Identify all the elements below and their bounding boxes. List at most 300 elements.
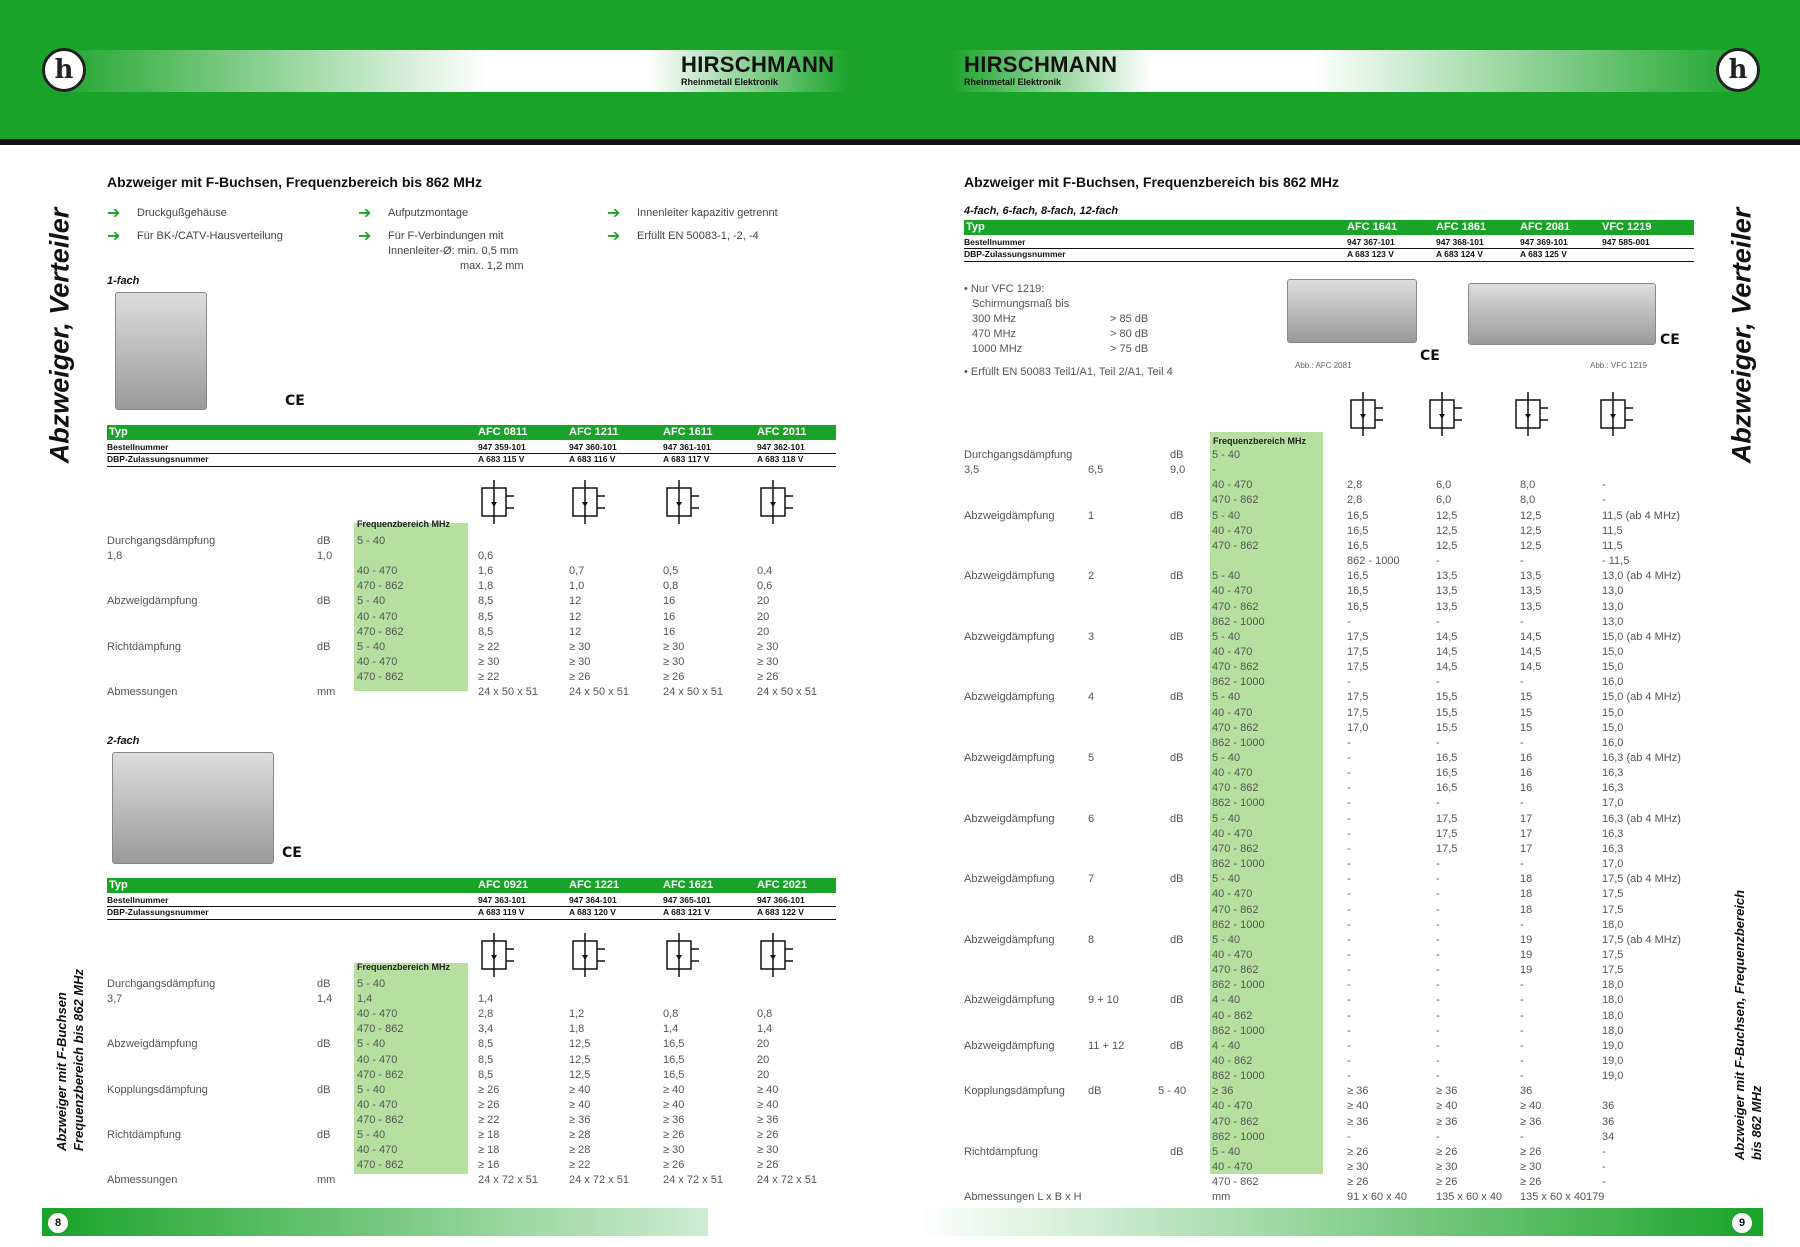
table-cell: 12,5 [1520, 539, 1542, 552]
table-cell: dB [317, 640, 331, 653]
brand-name-right: HIRSCHMANN [964, 52, 1118, 77]
table-cell: 862 - 1000 [1212, 736, 1265, 749]
table-cell: 0,6 [478, 550, 494, 563]
table-cell: 1,4 [317, 993, 333, 1006]
table-cell: Abzweigdämpfung [964, 509, 1055, 522]
table-cell: 5 - 40 [1212, 509, 1241, 522]
arrow-right-icon: ➔ [607, 226, 621, 245]
table-cell: - [1347, 994, 1351, 1007]
table-cell: 2,8 [1347, 494, 1363, 507]
table-cell: 12,5 [1520, 509, 1542, 522]
approval-number: A 683 120 V [569, 907, 616, 917]
table-cell: 16 [1520, 752, 1533, 764]
table-cell: 470 - 862 [1212, 1176, 1259, 1189]
table-cell: dB [1170, 873, 1184, 886]
table-cell: 5 - 40 [357, 1038, 386, 1051]
table-cell: Abzweigdämpfung [964, 752, 1055, 764]
table-cell: 16 [1520, 782, 1533, 795]
table-cell: 17,5 [1347, 645, 1369, 658]
table-cell: 1,8 [478, 580, 494, 593]
table-cell: ≥ 36 [1347, 1115, 1369, 1128]
table-cell: 16,5 [1436, 782, 1458, 795]
table-cell: 16,0 [1602, 736, 1624, 749]
table-cell: 40 - 470 [357, 1053, 398, 1066]
table-cell: 15,5 [1436, 706, 1458, 719]
table-cell: Kopplungsdämpfung [107, 1083, 208, 1096]
table-cell: - [1436, 964, 1440, 977]
table-cell: 91 x 60 x 40 [1347, 1191, 1407, 1204]
table-cell: 862 - 1000 [1212, 858, 1265, 871]
table-cell: 24 x 72 x 51 [663, 1174, 723, 1187]
table-cell: 13,0 [1602, 600, 1624, 613]
hirschmann-logo-icon: h [1716, 48, 1760, 92]
table-cell: ≥ 26 [478, 1098, 500, 1111]
table-cell: 1,4 [357, 993, 373, 1006]
approval-number: A 683 119 V [478, 907, 525, 917]
table-cell: 6,0 [1436, 494, 1452, 507]
table-cell: 17 [1520, 842, 1533, 855]
table-cell: 16,5 [663, 1068, 685, 1081]
table-cell: - [1602, 494, 1606, 507]
table-cell: ≥ 16 [478, 1159, 500, 1172]
table-cell: 8 [1088, 933, 1095, 946]
table-cell: - [1347, 782, 1351, 795]
table-cell: 17,5 (ab 4 MHz) [1602, 933, 1681, 946]
note-line: > 85 dB [1110, 313, 1149, 325]
table-cell: dB [1170, 812, 1184, 825]
table-cell: 470 - 862 [1212, 600, 1259, 613]
table-cell: 16,5 [663, 1038, 685, 1051]
model-name: AFC 1611 [663, 426, 713, 438]
table-cell: Richtdämpfung [964, 1145, 1038, 1158]
table-cell: 470 - 862 [357, 580, 404, 593]
table-cell: 12,5 [1520, 524, 1542, 537]
table-cell: ≥ 40 [757, 1098, 779, 1111]
table-cell: 862 - 1000 [1212, 979, 1265, 992]
table-cell: - [1520, 797, 1524, 810]
table-cell: 15,0 [1602, 706, 1624, 719]
table-cell: 470 - 862 [1212, 1115, 1259, 1128]
table-cell: 15,5 [1436, 691, 1458, 704]
table-cell: 5 - 40 [357, 640, 386, 653]
table-cell: 15,0 (ab 4 MHz) [1602, 630, 1681, 643]
model-name: AFC 1861 [1436, 221, 1487, 233]
vertical-title-right: Abzweiger, Verteiler [1726, 207, 1757, 464]
approval-number: A 683 121 V [663, 907, 710, 917]
dbp-label: DBP-Zulassungsnummer [107, 454, 209, 464]
divider [964, 248, 1694, 249]
table-cell: - [1347, 1009, 1351, 1022]
table-cell: - [1436, 948, 1440, 961]
table-cell: 1,8 [569, 1023, 585, 1036]
table-cell: 2 [1088, 570, 1095, 583]
table-cell: 470 - 862 [357, 1113, 404, 1126]
table-cell: Abzweigdämpfung [964, 873, 1055, 886]
table-cell: 470 - 862 [1212, 903, 1259, 916]
table-cell: 15,0 (ab 4 MHz) [1602, 691, 1681, 704]
dbp-label: DBP-Zulassungsnummer [107, 907, 209, 917]
table-cell: 2,8 [478, 1008, 494, 1021]
table-cell: 40 - 470 [1212, 479, 1253, 492]
table-cell: Abzweigdämpfung [964, 691, 1055, 704]
order-number: 947 361-101 [663, 442, 711, 452]
table-cell: - [1602, 1145, 1606, 1158]
table-cell: - [1520, 1070, 1524, 1083]
table-cell: - [1347, 858, 1351, 871]
table-cell: 4 - 40 [1212, 1039, 1241, 1052]
table-cell: mm [317, 1174, 336, 1187]
table-cell: 18,0 [1602, 1024, 1624, 1037]
table-cell: ≥ 40 [663, 1098, 685, 1111]
feature-item: Innenleiter-Ø: min. 0,5 mm [388, 245, 519, 257]
arrow-right-icon: ➔ [358, 226, 372, 245]
table-cell: 9,0 [1170, 464, 1186, 477]
product-photo-afc-0921 [112, 752, 274, 864]
table-cell: ≥ 26 [663, 1159, 685, 1172]
table-cell: - [1347, 1070, 1351, 1083]
table-cell: 18,0 [1602, 979, 1624, 992]
table-cell: 8,0 [1520, 494, 1536, 507]
table-cell: 16,5 [1347, 600, 1369, 613]
table-cell: 1 [1088, 509, 1095, 522]
model-name: VFC 1219 [1602, 221, 1652, 233]
table-cell: 36 [1520, 1085, 1533, 1098]
table-cell: 20 [757, 610, 770, 623]
table-cell: - 11,5 [1602, 555, 1630, 568]
table-cell: 4 [1088, 691, 1095, 704]
table-cell: 20 [757, 1053, 770, 1066]
table-cell: Abzweigdämpfung [964, 570, 1055, 583]
table-cell: 862 - 1000 [1212, 797, 1265, 810]
table-cell: 8,0 [1520, 479, 1536, 492]
table-cell: 5 - 40 [1212, 691, 1241, 704]
table-cell: - [1212, 464, 1216, 477]
table-cell: ≥ 36 [663, 1113, 685, 1126]
table-cell: 1,4 [663, 1023, 679, 1036]
table-cell: ≥ 36 [1436, 1115, 1458, 1128]
table-cell: 470 - 862 [357, 1068, 404, 1081]
table-cell: 17,0 [1347, 721, 1369, 734]
spec-header-row [107, 878, 836, 893]
divider [107, 453, 836, 454]
table-cell: 34 [1602, 1130, 1615, 1143]
table-cell: 24 x 50 x 51 [757, 686, 817, 698]
table-cell: ≥ 28 [569, 1144, 591, 1157]
approval-number: A 683 117 V [663, 454, 710, 464]
table-cell: 11 + 12 [1088, 1039, 1125, 1052]
table-cell: 0,8 [663, 1008, 679, 1021]
table-cell: ≥ 26 [757, 670, 779, 683]
model-name: AFC 0811 [478, 426, 528, 438]
table-cell: 16,3 (ab 4 MHz) [1602, 812, 1681, 825]
table-cell: - [1520, 1055, 1524, 1067]
table-cell: ≥ 22 [478, 1113, 500, 1126]
table-cell: ≥ 36 [569, 1113, 591, 1126]
note-line: 1000 MHz [972, 343, 1023, 355]
table-cell: Richtdämpfung [107, 640, 181, 653]
table-cell: 1,6 [478, 565, 494, 578]
table-cell: 470 - 862 [1212, 721, 1259, 734]
table-cell: - [1602, 1176, 1606, 1189]
table-cell: 12,5 [569, 1038, 591, 1051]
table-cell: - [1347, 767, 1351, 780]
table-cell: 8,5 [478, 610, 494, 623]
table-cell: 40 - 470 [1212, 1161, 1253, 1174]
table-cell: 17,5 [1602, 903, 1624, 916]
table-cell: 12,5 [569, 1053, 591, 1066]
table-cell: 15,0 [1602, 661, 1624, 674]
table-cell: 19,0 [1602, 1039, 1624, 1052]
table-cell: ≥ 30 [569, 655, 591, 668]
table-cell: 14,5 [1436, 661, 1458, 674]
model-name: AFC 2021 [757, 879, 808, 891]
table-cell: ≥ 30 [757, 640, 779, 653]
table-cell: 24 x 50 x 51 [663, 686, 723, 698]
table-cell: 13,5 [1436, 600, 1458, 613]
table-cell: 470 - 862 [1212, 782, 1259, 795]
section-2fach: 2-fach [107, 735, 140, 747]
table-cell: 14,5 [1436, 630, 1458, 643]
table-cell: Abmessungen L x B x H [964, 1191, 1082, 1204]
table-cell: 40 - 470 [357, 655, 398, 668]
table-cell: mm [1212, 1191, 1231, 1204]
splitter-symbol-icon [569, 933, 609, 977]
approval-number: A 683 124 V [1436, 249, 1483, 259]
table-cell: 0,4 [757, 565, 773, 578]
photo-caption: Abb.: AFC 2081 [1295, 361, 1352, 370]
table-cell: 19 [1520, 964, 1533, 977]
table-cell: 470 - 862 [357, 625, 404, 638]
feature-item: Erfüllt EN 50083-1, -2, -4 [637, 230, 759, 242]
table-cell: 862 - 1000 [1212, 676, 1265, 689]
table-cell: ≥ 18 [478, 1144, 500, 1157]
table-cell: 13,5 [1520, 570, 1542, 583]
table-cell: 8,5 [478, 625, 494, 638]
ce-mark: CE [282, 845, 302, 861]
photo-caption: Abb.: VFC 1219 [1590, 361, 1647, 370]
table-cell: 17,5 [1347, 706, 1369, 719]
table-cell: 40 - 470 [357, 1098, 398, 1111]
model-name: AFC 1621 [663, 879, 714, 891]
table-cell: - [1436, 903, 1440, 916]
note-line: Schirmungsmaß bis [972, 298, 1070, 310]
table-cell: 13,5 [1436, 570, 1458, 583]
table-cell: ≥ 26 [569, 670, 591, 683]
table-cell: ≥ 40 [569, 1083, 591, 1096]
order-number: 947 359-101 [478, 442, 526, 452]
table-cell: 862 - 1000 [1347, 555, 1400, 568]
table-cell: ≥ 22 [569, 1159, 591, 1172]
model-name: AFC 1221 [569, 879, 620, 891]
table-cell: 13,0 [1602, 615, 1624, 628]
table-cell: ≥ 30 [757, 1144, 779, 1157]
table-cell: 16,3 (ab 4 MHz) [1602, 752, 1681, 764]
table-cell: 8,5 [478, 1038, 494, 1051]
table-cell: - [1347, 1055, 1351, 1067]
table-cell: 8,5 [478, 595, 494, 608]
table-cell: dB [317, 1083, 331, 1096]
splitter-symbol-icon [663, 933, 703, 977]
table-cell: 19,0 [1602, 1070, 1624, 1083]
table-cell: - [1436, 1039, 1440, 1052]
table-cell: ≥ 36 [1520, 1115, 1542, 1128]
table-cell: 4 - 40 [1212, 994, 1241, 1007]
model-name: AFC 2081 [1520, 221, 1571, 233]
table-cell: 14,5 [1520, 661, 1542, 674]
feature-item: max. 1,2 mm [460, 260, 524, 272]
table-cell: - [1520, 1039, 1524, 1052]
model-name: AFC 1641 [1347, 221, 1398, 233]
table-cell: 16,5 [1436, 752, 1458, 764]
brand-sub-right: Rheinmetall Elektronik [964, 77, 1062, 87]
table-cell: 16,5 [1436, 767, 1458, 780]
table-cell: ≥ 26 [663, 1129, 685, 1141]
table-cell: - [1347, 964, 1351, 977]
table-cell: - [1347, 1039, 1351, 1052]
table-cell: 5 - 40 [1212, 630, 1241, 643]
table-cell: 18,0 [1602, 1009, 1624, 1022]
table-cell: 1,0 [569, 580, 585, 593]
approval-number: A 683 123 V [1347, 249, 1394, 259]
bestell-label: Bestellnummer [107, 895, 169, 905]
table-cell: 16,5 [1347, 585, 1369, 598]
table-cell: 5 - 40 [1212, 449, 1241, 461]
spec-header-row [964, 220, 1694, 235]
table-cell: 15 [1520, 691, 1533, 704]
feature-item: Für BK-/CATV-Hausverteilung [137, 230, 283, 242]
table-cell: - [1520, 994, 1524, 1007]
splitter-symbol-icon [1347, 392, 1387, 436]
table-cell: - [1347, 979, 1351, 992]
table-cell: 16,5 [1347, 570, 1369, 583]
table-cell: 8,5 [478, 1068, 494, 1081]
table-cell: 15 [1520, 706, 1533, 719]
table-cell: 0,7 [569, 565, 585, 578]
table-cell: 3,5 [964, 464, 980, 477]
table-cell: ≥ 40 [1436, 1100, 1458, 1113]
table-cell: 135 x 60 x 40 [1436, 1191, 1503, 1204]
table-cell: dB [1170, 630, 1184, 643]
table-cell: 15,0 [1602, 645, 1624, 658]
table-cell: - [1436, 736, 1440, 749]
table-cell: ≥ 40 [1347, 1100, 1369, 1113]
table-cell: 20 [757, 625, 770, 638]
arrow-right-icon: ➔ [607, 203, 621, 222]
table-cell: dB [1170, 994, 1184, 1007]
table-cell: 11,5 [1602, 524, 1623, 537]
table-cell: Abzweigdämpfung [964, 1039, 1055, 1052]
table-cell: 16,5 [1347, 524, 1369, 537]
table-cell: 1,0 [317, 550, 333, 563]
page-number-left: 8 [46, 1211, 70, 1235]
table-cell: - [1347, 752, 1351, 764]
table-cell: 15,5 [1436, 721, 1458, 734]
section-multi: 4-fach, 6-fach, 8-fach, 12-fach [964, 205, 1119, 217]
table-cell: 16,5 [1347, 539, 1369, 552]
arrow-right-icon: ➔ [107, 203, 121, 222]
table-cell: 20 [757, 1068, 770, 1081]
table-cell: 17,5 [1602, 948, 1624, 961]
table-cell: 7 [1088, 873, 1095, 886]
table-cell: 15 [1520, 721, 1533, 734]
product-photo-afc-2081 [1287, 279, 1417, 343]
table-cell: - [1436, 676, 1440, 689]
table-cell: 862 - 1000 [1212, 1024, 1265, 1037]
vertical-sub-right: Abzweiger mit F-Buchsen, Frequenzbereich bis 862 MHz [1732, 889, 1764, 1161]
table-cell: 11,5 (ab 4 MHz) [1602, 509, 1681, 522]
table-cell: Richtdämpfung [107, 1129, 181, 1141]
table-cell: ≥ 28 [569, 1129, 591, 1141]
table-cell: ≥ 30 [1436, 1161, 1458, 1174]
note-line: 470 MHz [972, 328, 1017, 340]
table-cell: Durchgangsdämpfung [964, 449, 1073, 461]
table-cell: ≥ 36 [757, 1113, 779, 1126]
table-cell: 1,8 [107, 550, 123, 563]
table-cell: 16,5 [663, 1053, 685, 1066]
table-cell: dB [317, 1129, 331, 1141]
table-cell: - [1347, 736, 1351, 749]
table-cell: 862 - 1000 [1212, 615, 1265, 628]
table-cell: ≥ 26 [1347, 1176, 1369, 1189]
table-cell: ≥ 26 [663, 670, 685, 683]
feature-item: Aufputzmontage [388, 207, 469, 219]
table-cell: 0,6 [757, 580, 773, 593]
table-cell: ≥ 36 [1436, 1085, 1458, 1098]
table-cell: - [1520, 1024, 1524, 1037]
table-cell: 14,5 [1520, 630, 1542, 643]
table-cell: ≥ 40 [757, 1083, 779, 1096]
table-cell: - [1436, 615, 1440, 628]
table-cell: - [1520, 918, 1524, 931]
ce-mark: CE [285, 393, 305, 409]
table-cell: - [1436, 1024, 1440, 1037]
divider [964, 261, 1694, 262]
table-cell: - [1347, 827, 1351, 840]
table-cell: 470 - 862 [1212, 842, 1259, 855]
table-cell: 13,5 [1436, 585, 1458, 598]
table-cell: - [1520, 615, 1524, 628]
table-cell: 0,8 [757, 1008, 773, 1021]
table-cell: dB [1170, 1039, 1184, 1052]
page-title-right: Abzweiger mit F-Buchsen, Frequenzbereich bis 862 MHz [964, 174, 1339, 190]
table-cell: 3,4 [478, 1023, 494, 1036]
note-line: 300 MHz [972, 313, 1017, 325]
table-cell: dB [317, 978, 331, 990]
table-cell: dB [1170, 1145, 1184, 1158]
table-cell: - [1520, 1130, 1524, 1143]
table-cell: ≥ 26 [757, 1159, 779, 1172]
table-cell: 1,2 [569, 1008, 585, 1021]
brand-sub-left: Rheinmetall Elektronik [681, 77, 779, 87]
table-cell: 36 [1602, 1115, 1615, 1128]
header-rule [0, 139, 1800, 145]
splitter-symbol-icon [757, 933, 797, 977]
table-cell: Abzweigdämpfung [964, 994, 1055, 1007]
note-line: > 75 dB [1110, 343, 1149, 355]
table-cell: 17,5 [1436, 812, 1458, 825]
table-cell: 6,5 [1088, 464, 1104, 477]
page-title-left: Abzweiger mit F-Buchsen, Frequenzbereich bis 862 MHz [107, 174, 482, 190]
table-cell: ≥ 30 [757, 655, 779, 668]
freq-header: Frequenzbereich MHz [357, 962, 451, 972]
table-cell: 135 x 60 x 40179 [1520, 1191, 1605, 1204]
table-cell: 17 [1520, 812, 1533, 825]
approval-number: A 683 122 V [757, 907, 804, 917]
divider [107, 906, 836, 907]
table-cell: dB [317, 535, 331, 547]
table-cell: 8,5 [478, 1053, 494, 1066]
order-number: 947 363-101 [478, 895, 526, 905]
